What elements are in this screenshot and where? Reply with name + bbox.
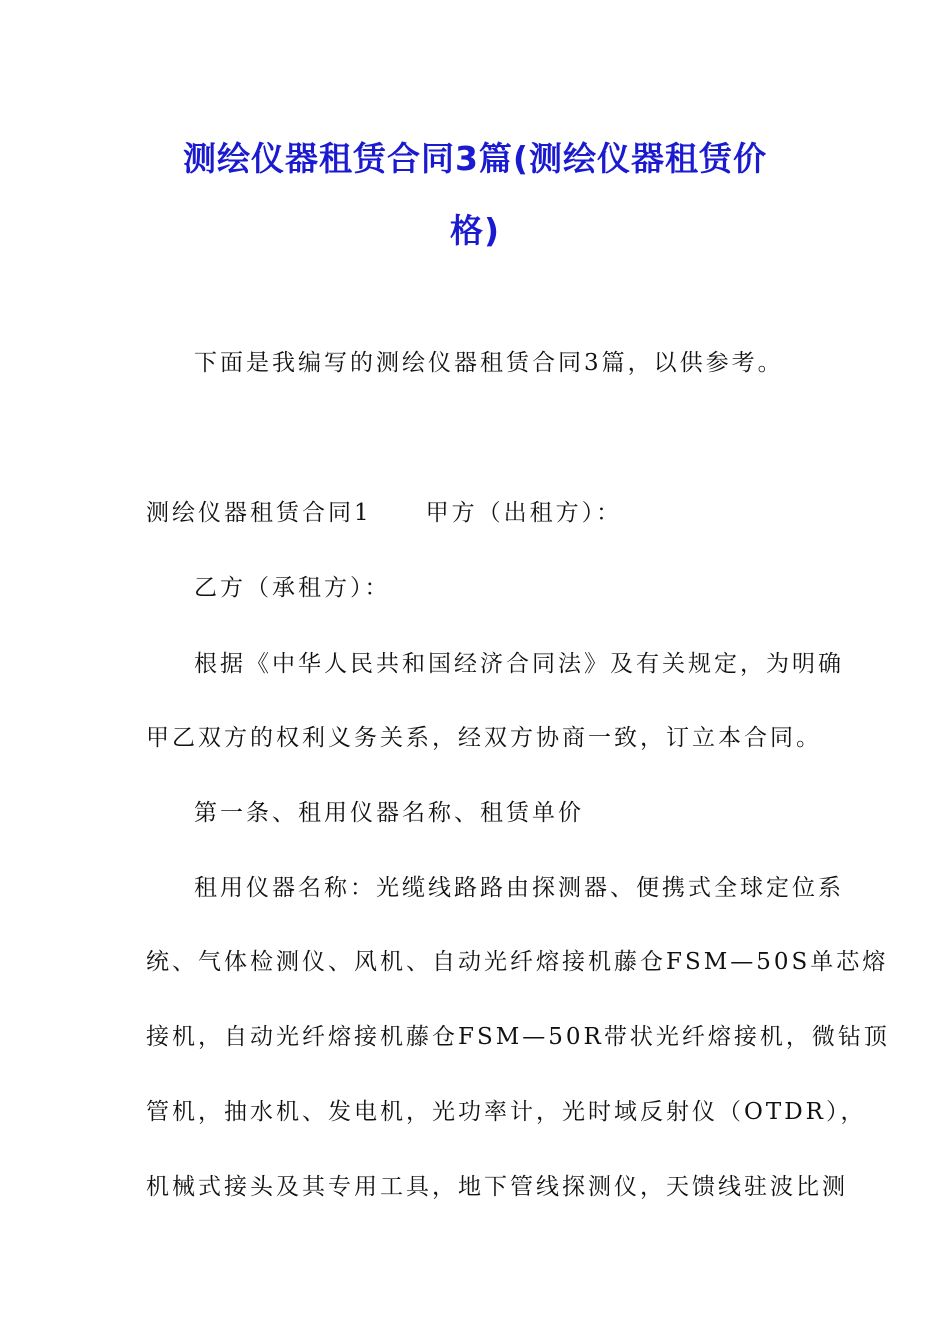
equipment-line-2: 统、气体检测仪、风机、自动光纤熔接机藤仓FSM—50S单芯熔 (146, 949, 889, 975)
contract-heading: 测绘仪器租赁合同1 (146, 500, 372, 526)
party-b-label: 乙方（承租方）： (194, 575, 391, 601)
equipment-line-5: 机械式接头及其专用工具，地下管线探测仪，天馈线驻波比测 (146, 1174, 848, 1200)
article-1-title: 第一条、租用仪器名称、租赁单价 (194, 800, 584, 826)
document-title-line-2: 格) (449, 211, 501, 250)
equipment-line-3: 接机，自动光纤熔接机藤仓FSM—50R带状光纤熔接机，微钻顶 (146, 1024, 890, 1050)
basis-paragraph-line-2: 甲乙双方的权利义务关系，经双方协商一致，订立本合同。 (146, 725, 822, 751)
basis-paragraph-line-1: 根据《中华人民共和国经济合同法》及有关规定，为明确 (194, 651, 844, 677)
party-a-label: 甲方（出租方）： (425, 500, 623, 526)
contract-heading-line (146, 494, 622, 527)
equipment-line-1: 租用仪器名称：光缆线路路由探测器、便携式全球定位系 (194, 875, 844, 901)
intro-paragraph: 下面是我编写的测绘仪器租赁合同3篇，以供参考。 (194, 350, 784, 376)
document-title-line-1: 测绘仪器租赁合同3篇(测绘仪器租赁价 (182, 139, 768, 178)
equipment-line-4: 管机，抽水机、发电机，光功率计，光时域反射仪（OTDR）， (146, 1099, 867, 1125)
